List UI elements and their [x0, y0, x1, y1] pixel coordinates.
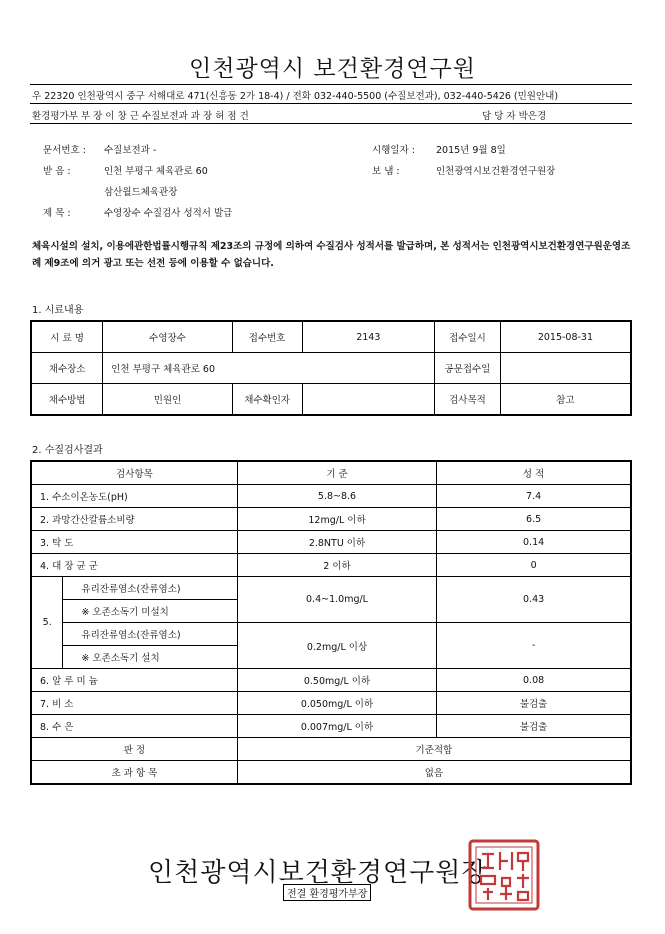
table-cell: 2015-08-31	[500, 321, 631, 353]
table-cell: 불검출	[437, 715, 631, 738]
contact-person: 담 당 자 박은경	[482, 111, 547, 122]
table-row	[31, 577, 631, 600]
excess-value: 없음	[237, 761, 631, 785]
table-cell: 공문접수일	[435, 353, 501, 384]
to-value-1: 인천 부평구 체육관로 60	[104, 166, 208, 177]
address-box	[30, 84, 632, 124]
table-cell	[302, 384, 435, 416]
excess-label: 초 과 항 목	[31, 761, 237, 785]
table-header: 검사항목	[31, 461, 237, 485]
section2-title: 2. 수질검사결과	[32, 445, 103, 456]
table-row	[31, 715, 631, 738]
judgement-label: 판 정	[31, 738, 237, 761]
delegation-box: 전결 환경평가부장	[283, 884, 371, 901]
table-cell: 0	[437, 554, 631, 577]
table-cell: 0.007mg/L 이하	[237, 715, 436, 738]
row-number: 5.	[31, 577, 63, 669]
table-cell: 접수번호	[232, 321, 302, 353]
address-line: 우 22320 인천광역시 중구 서해대로 471(신흥동 2가 18-4) / 전화 032-440-5500 (수질보전과), 032-440-5426 (민원안내)	[32, 91, 559, 102]
table-cell: 0.50mg/L 이하	[237, 669, 436, 692]
table-cell: 5.8~8.6	[237, 485, 436, 508]
table-row	[31, 321, 631, 353]
table-row	[31, 738, 631, 761]
table-row	[31, 554, 631, 577]
table-cell: 0.4~1.0mg/L	[237, 577, 436, 623]
table-cell: ※ 오존소독기 미설치	[63, 600, 237, 623]
doc-no-value: 수질보전과 -	[104, 145, 157, 156]
table-cell: 접수일시	[435, 321, 501, 353]
results-table	[30, 460, 632, 785]
table-cell: 0.14	[437, 531, 631, 554]
table-header: 성 적	[437, 461, 631, 485]
table-cell: 채수확인자	[232, 384, 302, 416]
table-row	[31, 508, 631, 531]
to-label: 받 음 :	[43, 166, 71, 177]
table-cell: 0.08	[437, 669, 631, 692]
table-row	[31, 531, 631, 554]
table-header-row	[31, 461, 631, 485]
table-cell: 채수방법	[31, 384, 103, 416]
table-cell: 8. 수 은	[31, 715, 237, 738]
table-row	[31, 761, 631, 785]
table-cell: 0.43	[437, 577, 631, 623]
table-cell: 0.050mg/L 이하	[237, 692, 436, 715]
from-label: 보 냄 :	[372, 166, 400, 177]
date-label: 시행일자 :	[372, 145, 415, 156]
table-cell: 2. 과망간산칼륨소비량	[31, 508, 237, 531]
table-cell: 12mg/L 이하	[237, 508, 436, 531]
table-cell: 수영장수	[103, 321, 233, 353]
table-row	[31, 623, 631, 646]
table-cell: 2.8NTU 이하	[237, 531, 436, 554]
table-row	[31, 692, 631, 715]
table-header: 기 준	[237, 461, 436, 485]
issuer-name: 인천광역시보건환경연구원장	[148, 858, 488, 888]
table-cell: 유리잔류염소(잔류염소)	[63, 577, 237, 600]
subject-value: 수영장수 수질검사 성적서 발급	[104, 208, 233, 219]
judgement-value: 기준적합	[237, 738, 631, 761]
table-row	[31, 384, 631, 416]
table-cell: 1. 수소이온농도(pH)	[31, 485, 237, 508]
table-cell: 7. 비 소	[31, 692, 237, 715]
official-seal-icon	[467, 838, 541, 912]
table-row	[31, 353, 631, 384]
doc-no-label: 문서번호 :	[43, 145, 86, 156]
table-cell: 채수장소	[31, 353, 103, 384]
table-cell: 검사목적	[435, 384, 501, 416]
table-cell	[500, 353, 631, 384]
table-cell: 참고	[500, 384, 631, 416]
subject-label: 제 목 :	[43, 208, 71, 219]
table-cell: 불검출	[437, 692, 631, 715]
table-row	[31, 485, 631, 508]
table-cell: 민원인	[103, 384, 233, 416]
table-cell: ※ 오존소독기 설치	[63, 646, 237, 669]
section1-title: 1. 시료내용	[32, 305, 84, 316]
table-cell: 6.5	[437, 508, 631, 531]
approvers-line: 환경평가부 부 장 이 창 근 수질보전과 과 장 허 점 건	[32, 111, 249, 122]
divider	[30, 103, 632, 104]
table-cell: 시 료 명	[31, 321, 103, 353]
from-value: 인천광역시보건환경연구원장	[436, 166, 556, 177]
table-cell: 7.4	[437, 485, 631, 508]
to-value-2: 삼산월드체육관장	[104, 187, 178, 198]
table-row	[31, 669, 631, 692]
table-cell: 4. 대 장 균 군	[31, 554, 237, 577]
table-cell: 2143	[302, 321, 435, 353]
sample-info-table	[30, 320, 632, 416]
table-cell: 6. 알 루 미 늄	[31, 669, 237, 692]
table-cell: 유리잔류염소(잔류염소)	[63, 623, 237, 646]
table-cell: -	[437, 623, 631, 669]
table-cell: 2 이하	[237, 554, 436, 577]
notice-text: 체육시설의 설치, 이용에관한법률시행규칙 제23조의 규정에 의하여 수질검사 성적서를 발급하며, 본 성적서는 인천광역시보건환경연구원운영조례 제9조에 의거 광고 또는 선전 등에 이용할 수 없습니다.	[32, 241, 631, 269]
table-cell: 인천 부평구 체육관로 60	[103, 353, 435, 384]
table-cell: 3. 탁 도	[31, 531, 237, 554]
table-cell: 0.2mg/L 이상	[237, 623, 436, 669]
date-value: 2015년 9월 8일	[436, 145, 506, 156]
page-title: 인천광역시 보건환경연구원	[189, 56, 476, 82]
